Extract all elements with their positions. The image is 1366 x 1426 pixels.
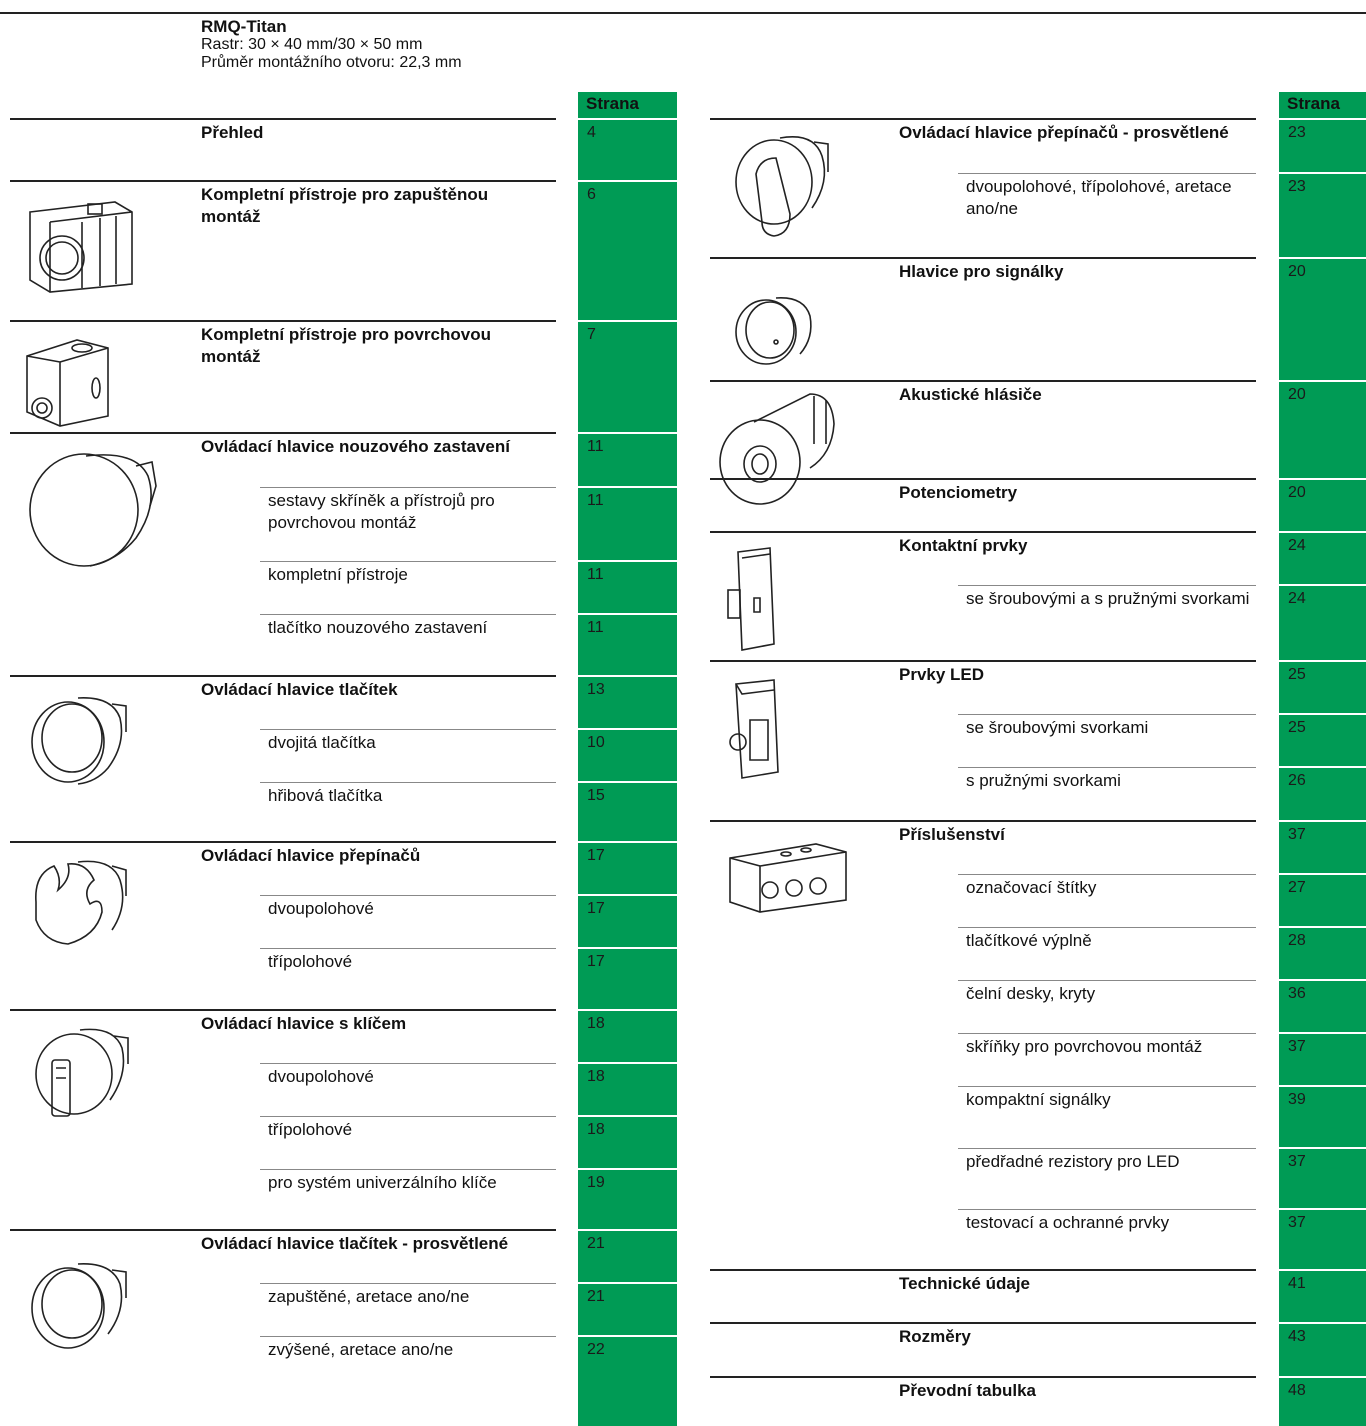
toc-page-number[interactable]: 13 (587, 681, 605, 698)
toc-section-title[interactable]: Ovládací hlavice tlačítek - prosvětlené (201, 1234, 509, 1253)
right-section-rule (710, 257, 1256, 259)
toc-page-number[interactable]: 4 (587, 124, 596, 141)
toc-subentry[interactable]: dvoupolohové, třípolohové, aretace ano/ne (966, 177, 1232, 218)
right-page-separator (1279, 1269, 1366, 1271)
left-page-separator (578, 1229, 677, 1231)
push-button-head-icon (26, 688, 132, 788)
flush-mount-device-icon (20, 192, 138, 294)
right-page-separator (1279, 172, 1366, 174)
left-item-rule (260, 895, 556, 896)
left-section-rule (10, 1229, 556, 1231)
right-section-rule (710, 380, 1256, 382)
toc-page-number[interactable]: 11 (587, 438, 604, 455)
toc-subentry[interactable]: dvojitá tlačítka (268, 733, 376, 752)
led-element-icon (724, 676, 782, 780)
right-item-rule (958, 767, 1256, 768)
toc-subentry[interactable]: zvýšené, aretace ano/ne (268, 1340, 454, 1359)
toc-page-number[interactable]: 28 (1288, 932, 1306, 949)
toc-section-title[interactable]: Kontaktní prvky (899, 536, 1028, 555)
toc-page-number[interactable]: 48 (1288, 1382, 1306, 1399)
right-page-separator (1279, 1322, 1366, 1324)
toc-section-title[interactable]: Ovládací hlavice přepínačů - prosvětlené (899, 123, 1229, 142)
toc-page-number[interactable]: 39 (1288, 1091, 1306, 1108)
toc-page-number[interactable]: 26 (1288, 772, 1306, 789)
left-page-separator (578, 320, 677, 322)
surface-mount-box-icon (22, 326, 114, 428)
right-item-rule (958, 1209, 1256, 1210)
right-page-separator (1279, 979, 1366, 981)
toc-page-number[interactable]: 37 (1288, 1038, 1306, 1055)
hole-spec: Průměr montážního otvoru: 22,3 mm (201, 54, 462, 71)
toc-page-number[interactable]: 24 (1288, 537, 1306, 554)
toc-subentry[interactable]: sestavy skříněk a přístrojů pro povrchovou montáž (268, 491, 495, 532)
toc-page-number[interactable]: 20 (1288, 386, 1306, 403)
right-section-rule (710, 820, 1256, 822)
left-section-rule (10, 118, 556, 120)
right-page-separator (1279, 820, 1366, 822)
illuminated-push-button-head-icon (26, 1252, 132, 1354)
left-section-rule (10, 432, 556, 434)
page-header (201, 18, 462, 72)
toc-section-title[interactable]: Akustické hlásiče (899, 385, 1042, 404)
left-page-separator (578, 180, 677, 182)
left-page-separator (578, 1282, 677, 1284)
right-item-rule (958, 714, 1256, 715)
toc-subentry[interactable]: skříňky pro povrchovou montáž (966, 1037, 1203, 1056)
toc-section-title[interactable]: Příslušenství (899, 825, 1005, 844)
toc-subentry[interactable]: se šroubovými svorkami (966, 718, 1149, 737)
left-section-rule (10, 320, 556, 322)
toc-page-number[interactable]: 37 (1288, 1214, 1306, 1231)
left-section-rule (10, 180, 556, 182)
toc-page-number[interactable]: 18 (587, 1068, 605, 1085)
toc-subentry[interactable]: předřadné rezistory pro LED (966, 1152, 1180, 1171)
toc-subentry[interactable]: kompaktní signálky (966, 1090, 1111, 1109)
toc-section-title[interactable]: Kompletní přístroje pro zapuštěnou montáž (201, 185, 489, 226)
left-page-separator (578, 432, 677, 434)
illuminated-selector-switch-head-icon (730, 118, 834, 240)
toc-subentry[interactable]: kompletní přístroje (268, 565, 408, 584)
right-section-rule (710, 1376, 1256, 1378)
right-item-rule (958, 585, 1256, 586)
left-page-separator (578, 486, 677, 488)
toc-section-title[interactable]: Kompletní přístroje pro povrchovou montáž (201, 325, 491, 366)
right-page-separator (1279, 1376, 1366, 1378)
toc-section-title[interactable]: Hlavice pro signálky (899, 262, 1064, 281)
right-page-separator (1279, 1147, 1366, 1149)
toc-page-number[interactable]: 23 (1288, 124, 1306, 141)
accessory-enclosure-icon (726, 838, 850, 914)
toc-section-title[interactable]: Přehled (201, 123, 264, 142)
left-item-rule (260, 561, 556, 562)
indicator-light-head-icon (730, 290, 816, 370)
toc-page-number[interactable]: 37 (1288, 1153, 1306, 1170)
left-section-rule (10, 675, 556, 677)
right-page-separator (1279, 1032, 1366, 1034)
toc-page-number[interactable]: 18 (587, 1015, 605, 1032)
toc-subentry[interactable]: dvoupolohové (268, 899, 374, 918)
product-title: RMQ-Titan (201, 17, 287, 36)
toc-page-number[interactable]: 27 (1288, 879, 1306, 896)
left-page-separator (578, 1168, 677, 1170)
right-section-rule (710, 531, 1256, 533)
left-page-separator (578, 1115, 677, 1117)
emergency-stop-head-icon (26, 446, 160, 570)
toc-subentry[interactable]: označovací štítky (966, 878, 1097, 897)
right-item-rule (958, 927, 1256, 928)
toc-page-number[interactable]: 17 (587, 953, 605, 970)
toc-page-number[interactable]: 10 (587, 734, 605, 751)
toc-page-number[interactable]: 20 (1288, 263, 1306, 280)
left-page-separator (578, 675, 677, 677)
contact-element-icon (726, 546, 778, 652)
left-item-rule (260, 1336, 556, 1337)
left-item-rule (260, 1169, 556, 1170)
toc-page-number[interactable]: 21 (587, 1235, 605, 1252)
toc-section-title[interactable]: Prvky LED (899, 665, 985, 684)
toc-page-number[interactable]: 24 (1288, 590, 1306, 607)
right-page-separator (1279, 660, 1366, 662)
left-item-rule (260, 1283, 556, 1284)
toc-subentry[interactable]: čelní desky, kryty (966, 984, 1096, 1003)
toc-subentry[interactable]: tlačítko nouzového zastavení (268, 618, 488, 637)
toc-page-number[interactable]: 11 (587, 492, 604, 509)
toc-page-number[interactable]: 18 (587, 1121, 605, 1138)
toc-section-title[interactable]: Převodní tabulka (899, 1381, 1036, 1400)
left-item-rule (260, 729, 556, 730)
right-page-separator (1279, 380, 1366, 382)
toc-section-title[interactable]: Rozměry (899, 1327, 971, 1346)
toc-page-number[interactable]: 37 (1288, 826, 1306, 843)
selector-switch-head-icon (28, 850, 132, 950)
left-section-rule (10, 841, 556, 843)
toc-section-title[interactable]: Ovládací hlavice přepínačů (201, 846, 421, 865)
left-page-column (578, 92, 677, 1426)
toc-subentry[interactable]: hřibová tlačítka (268, 786, 383, 805)
right-item-rule (958, 173, 1256, 174)
right-page-separator (1279, 531, 1366, 533)
right-item-rule (958, 1086, 1256, 1087)
left-page-separator (578, 560, 677, 562)
left-section-rule (10, 1009, 556, 1011)
toc-subentry[interactable]: testovací a ochranné prvky (966, 1213, 1170, 1232)
toc-subentry[interactable]: s pružnými svorkami (966, 771, 1121, 790)
left-page-separator (578, 894, 677, 896)
right-section-rule (710, 1322, 1256, 1324)
toc-page-number[interactable]: 15 (587, 787, 605, 804)
left-page-separator (578, 118, 677, 120)
toc-subentry[interactable]: se šroubovými a s pružnými svorkami (966, 589, 1250, 608)
left-page-separator (578, 947, 677, 949)
left-item-rule (260, 1116, 556, 1117)
right-page-separator (1279, 118, 1366, 120)
right-page-separator (1279, 1208, 1366, 1210)
right-item-rule (958, 1033, 1256, 1034)
toc-page-number[interactable]: 25 (1288, 719, 1306, 736)
right-section-rule (710, 660, 1256, 662)
toc-page-number[interactable]: 6 (587, 186, 596, 203)
grid-spec: Rastr: 30 × 40 mm/30 × 50 mm (201, 36, 423, 53)
toc-page-number[interactable]: 11 (587, 619, 604, 636)
left-page-separator (578, 1009, 677, 1011)
toc-subentry[interactable]: zapuštěné, aretace ano/ne (268, 1287, 470, 1306)
toc-page-number[interactable]: 11 (587, 566, 604, 583)
left-page-column-header: Strana (586, 94, 639, 113)
right-page-separator (1279, 926, 1366, 928)
toc-subentry[interactable]: tlačítkové výplně (966, 931, 1092, 950)
left-page-separator (578, 613, 677, 615)
right-page-separator (1279, 1085, 1366, 1087)
toc-page-number[interactable]: 23 (1288, 178, 1306, 195)
top-rule (0, 12, 1366, 14)
right-item-rule (958, 1148, 1256, 1149)
toc-page-number[interactable]: 36 (1288, 985, 1306, 1002)
left-item-rule (260, 948, 556, 949)
left-item-rule (260, 487, 556, 488)
toc-section-title[interactable]: Ovládací hlavice s klíčem (201, 1014, 407, 1033)
acoustic-signal-icon (714, 384, 838, 508)
toc-page-number[interactable]: 25 (1288, 666, 1306, 683)
toc-subentry[interactable]: třípolohové (268, 952, 353, 971)
right-page-separator (1279, 584, 1366, 586)
toc-subentry[interactable]: třípolohové (268, 1120, 353, 1139)
toc-page-number[interactable]: 21 (587, 1288, 605, 1305)
right-item-rule (958, 980, 1256, 981)
left-page-separator (578, 728, 677, 730)
left-page-separator (578, 1062, 677, 1064)
right-page-separator (1279, 257, 1366, 259)
key-switch-head-icon (28, 1018, 134, 1122)
toc-page-number[interactable]: 17 (587, 847, 605, 864)
left-item-rule (260, 782, 556, 783)
toc-section-title[interactable]: Ovládací hlavice nouzového zastavení (201, 437, 510, 456)
right-page-separator (1279, 766, 1366, 768)
right-page-separator (1279, 873, 1366, 875)
toc-page-number[interactable]: 22 (587, 1341, 605, 1358)
left-page-separator (578, 841, 677, 843)
left-item-rule (260, 614, 556, 615)
toc-page-number[interactable]: 20 (1288, 484, 1306, 501)
toc-subentry[interactable]: pro systém univerzálního klíče (268, 1173, 497, 1192)
left-page-separator (578, 1335, 677, 1337)
toc-section-title[interactable]: Technické údaje (899, 1274, 1031, 1293)
toc-section-title[interactable]: Ovládací hlavice tlačítek (201, 680, 398, 699)
toc-page-number[interactable]: 43 (1288, 1328, 1306, 1345)
right-page-column-header: Strana (1287, 94, 1340, 113)
toc-page-number[interactable]: 7 (587, 326, 596, 343)
toc-page-number[interactable]: 41 (1288, 1275, 1306, 1292)
right-page-separator (1279, 478, 1366, 480)
right-section-rule (710, 1269, 1256, 1271)
toc-page-number[interactable]: 19 (587, 1174, 605, 1191)
toc-page-number[interactable]: 17 (587, 900, 605, 917)
right-page-separator (1279, 713, 1366, 715)
toc-section-title[interactable]: Potenciometry (899, 483, 1018, 502)
toc-subentry[interactable]: dvoupolohové (268, 1067, 374, 1086)
left-page-separator (578, 781, 677, 783)
right-item-rule (958, 874, 1256, 875)
left-item-rule (260, 1063, 556, 1064)
